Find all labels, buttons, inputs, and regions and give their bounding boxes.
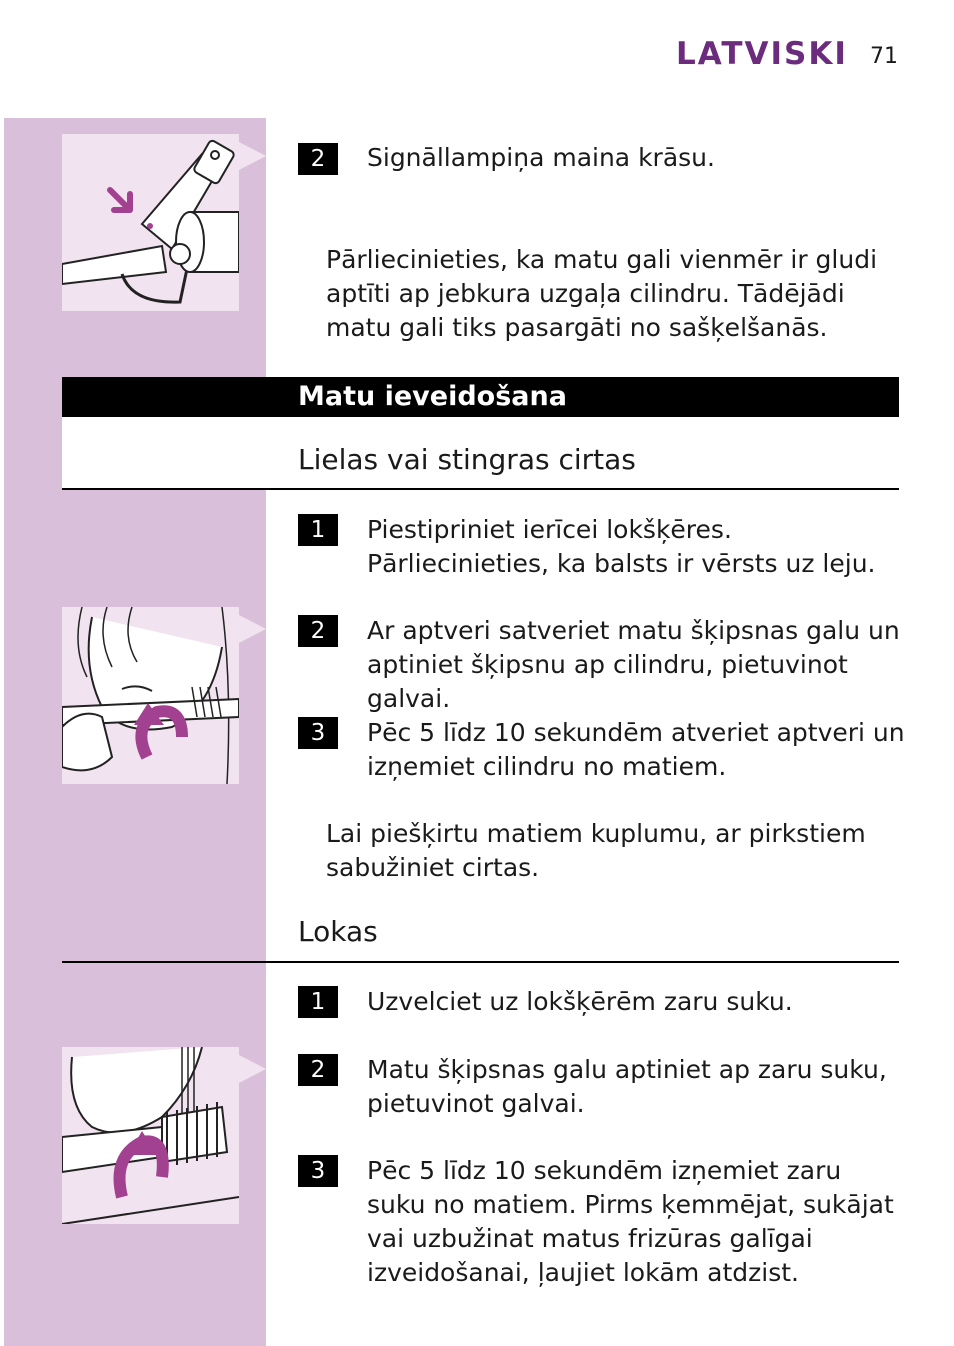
illustration-pointer [239, 1055, 266, 1083]
step-text: Uzvelciet uz lokšķērēm zaru suku. [367, 987, 793, 1016]
step-number: 2 [298, 615, 338, 647]
section-title: Matu ieveidošana [298, 381, 567, 412]
step-number: 3 [298, 1155, 338, 1187]
step-text: Matu šķipsnas galu aptiniet ap zaru suku, pietuvinot galvai. [367, 1055, 887, 1118]
step-text: Signāllampiņa maina krāsu. [367, 143, 715, 172]
step-text: Piestipriniet ierīcei lokšķēres. Pārliecinieties, ka balsts ir vērsts uz leju. [367, 515, 876, 578]
subsection-heading: Lokas [298, 915, 378, 948]
illustration-pointer [239, 615, 266, 643]
subsection-rule [62, 961, 899, 963]
page-number: 71 [870, 44, 898, 69]
language-heading: LATVISKI [676, 36, 848, 72]
step-number: 1 [298, 986, 338, 1018]
tip-paragraph: Lai piešķirtu matiem kuplumu, ar pirkstiem sabužiniet cirtas. [326, 819, 866, 882]
subsection-rule [62, 488, 899, 490]
tip-paragraph: Pārliecinieties, ka matu gali vienmēr ir gludi aptīti ap jebkura uzgaļa cilindru. Tādējādi matu gali tiks pasargāti no sašķelšanās. [326, 245, 878, 342]
curling-hair-icon [62, 607, 239, 784]
brush-curl-icon [62, 1047, 239, 1224]
step-text: Pēc 5 līdz 10 sekundēm atveriet aptveri un izņemiet cilindru no matiem. [367, 718, 905, 781]
subsection-heading: Lielas vai stingras cirtas [298, 443, 636, 476]
step-number: 3 [298, 717, 338, 749]
illustration-pointer [239, 142, 266, 170]
step-text: Ar aptveri satveriet matu šķipsnas galu un aptiniet šķipsnu ap cilindru, pietuvinot galvai. [367, 616, 900, 713]
step-text: Pēc 5 līdz 10 sekundēm izņemiet zaru suku no matiem. Pirms ķemmējat, sukājat vai uzbužinat matus frizūras galīgai izveidošanai, ļaujiet lokām atdzist. [367, 1156, 894, 1287]
curler-handle-icon [62, 134, 239, 311]
step-number: 2 [298, 143, 338, 175]
heading-background [62, 417, 266, 488]
step-number: 1 [298, 514, 338, 546]
step-number: 2 [298, 1054, 338, 1086]
